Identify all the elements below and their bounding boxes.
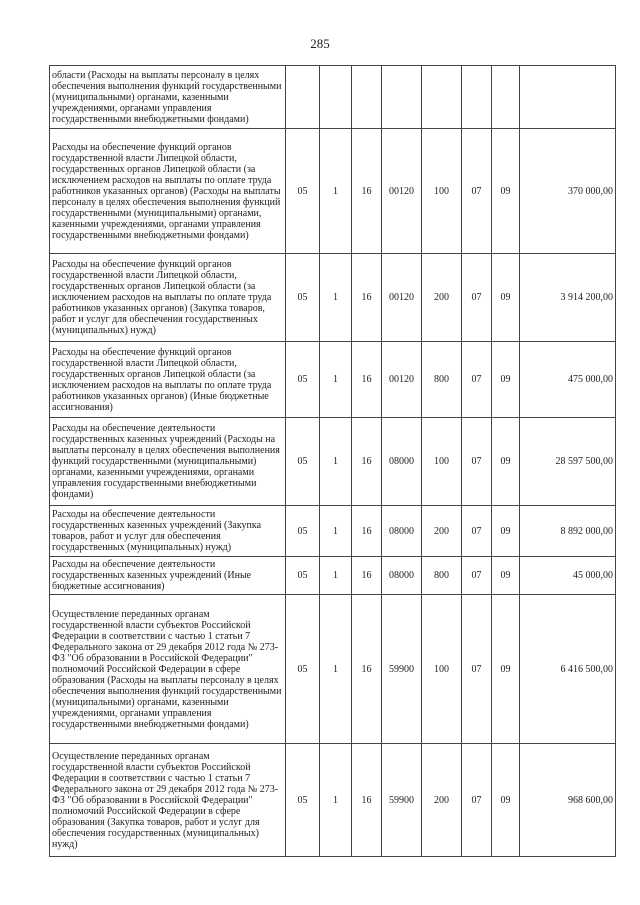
code-section: 07 (462, 506, 492, 557)
code-main-event: 16 (352, 342, 382, 418)
code-subprogram: 1 (320, 254, 352, 342)
code-subsection: 09 (492, 418, 520, 506)
row-amount: 3 914 200,00 (520, 254, 616, 342)
code-section (462, 66, 492, 129)
table-row (50, 342, 616, 418)
table-row (50, 129, 616, 254)
code-subsection: 09 (492, 129, 520, 254)
code-direction: 08000 (382, 506, 422, 557)
row-amount (520, 66, 616, 129)
row-description: области (Расходы на выплаты персоналу в целях обеспечения выполнения функций государственными (муниципальными) органами, казенными учреждениями, органами управления государственными внебюджетными фондами) (50, 66, 286, 129)
code-subsection: 09 (492, 557, 520, 595)
code-expense-type: 200 (422, 254, 462, 342)
code-section: 07 (462, 254, 492, 342)
table-row (50, 595, 616, 744)
code-program: 05 (286, 595, 320, 744)
code-subprogram: 1 (320, 557, 352, 595)
code-program: 05 (286, 744, 320, 857)
code-program: 05 (286, 506, 320, 557)
row-description: Расходы на обеспечение деятельности государственных казенных учреждений (Закупка товаров, работ и услуг для обеспечения государственных (муниципальных) нужд) (50, 506, 286, 557)
code-direction: 00120 (382, 254, 422, 342)
code-subsection: 09 (492, 744, 520, 857)
code-program (286, 66, 320, 129)
table-row (50, 557, 616, 595)
budget-table (49, 65, 616, 857)
code-expense-type: 800 (422, 557, 462, 595)
code-subsection (492, 66, 520, 129)
code-direction: 59900 (382, 744, 422, 857)
code-main-event: 16 (352, 129, 382, 254)
table-row (50, 66, 616, 129)
table-body (50, 66, 616, 857)
code-main-event: 16 (352, 595, 382, 744)
table-row (50, 254, 616, 342)
table-row (50, 744, 616, 857)
row-description: Расходы на обеспечение функций органов государственной власти Липецкой области, государственных органов Липецкой области (за исключением расходов на выплаты по оплате труда работников указанных органов) (Иные бюджетные ассигнования) (50, 342, 286, 418)
code-program: 05 (286, 418, 320, 506)
code-subsection: 09 (492, 254, 520, 342)
page-number: 285 (310, 36, 330, 51)
code-direction (382, 66, 422, 129)
table-row (50, 506, 616, 557)
code-program: 05 (286, 254, 320, 342)
code-direction: 08000 (382, 557, 422, 595)
code-program: 05 (286, 129, 320, 254)
code-section: 07 (462, 595, 492, 744)
code-program: 05 (286, 557, 320, 595)
code-main-event: 16 (352, 557, 382, 595)
code-program: 05 (286, 342, 320, 418)
code-main-event: 16 (352, 418, 382, 506)
row-description: Расходы на обеспечение деятельности государственных казенных учреждений (Расходы на выплаты персоналу в целях обеспечения выполнения функций государственными (муниципальными) органами, казенными учреждениями, органами управления государственными внебюджетными фондами) (50, 418, 286, 506)
table-row (50, 418, 616, 506)
code-main-event: 16 (352, 254, 382, 342)
row-description: Осуществление переданных органам государственной власти субъектов Российской Федерации в соответствии с частью 1 статьи 7 Федерального закона от 29 декабря 2012 года № 273-ФЗ "Об образовании в Российской Федерации" полномочий Российской Федерации в сфере образования (Расходы на выплаты персоналу в целях обеспечения выполнения функций государственными (муниципальными) органами, казенными учреждениями, органами управления государственными внебюджетными фондами) (50, 595, 286, 744)
code-direction: 08000 (382, 418, 422, 506)
code-subprogram: 1 (320, 506, 352, 557)
code-subprogram: 1 (320, 744, 352, 857)
row-amount: 370 000,00 (520, 129, 616, 254)
row-amount: 6 416 500,00 (520, 595, 616, 744)
code-section: 07 (462, 557, 492, 595)
code-subsection: 09 (492, 342, 520, 418)
code-expense-type: 100 (422, 418, 462, 506)
code-section: 07 (462, 129, 492, 254)
row-description: Осуществление переданных органам государственной власти субъектов Российской Федерации в соответствии с частью 1 статьи 7 Федерального закона от 29 декабря 2012 года № 273-ФЗ "Об образовании в Российской Федерации" полномочий Российской Федерации в сфере образования (Закупка товаров, работ и услуг для обеспечения государственных (муниципальных) нужд) (50, 744, 286, 857)
code-section: 07 (462, 418, 492, 506)
code-main-event: 16 (352, 744, 382, 857)
code-main-event: 16 (352, 506, 382, 557)
code-subprogram (320, 66, 352, 129)
code-subprogram: 1 (320, 418, 352, 506)
code-subprogram: 1 (320, 595, 352, 744)
code-direction: 00120 (382, 129, 422, 254)
row-description: Расходы на обеспечение функций органов государственной власти Липецкой области, государственных органов Липецкой области (за исключением расходов на выплаты по оплате труда работников указанных органов) (Расходы на выплаты персоналу в целях обеспечения выполнения функций государственными (муниципальными) органами, казенными учреждениями, органами управления государственными внебюджетными фондами) (50, 129, 286, 254)
code-subsection: 09 (492, 595, 520, 744)
code-expense-type: 200 (422, 744, 462, 857)
row-description: Расходы на обеспечение функций органов государственной власти Липецкой области, государственных органов Липецкой области (за исключением расходов на выплаты по оплате труда работников указанных органов) (Закупка товаров, работ и услуг для обеспечения государственных (муниципальных) нужд) (50, 254, 286, 342)
row-description: Расходы на обеспечение деятельности государственных казенных учреждений (Иные бюджетные ассигнования) (50, 557, 286, 595)
code-section: 07 (462, 744, 492, 857)
code-expense-type: 200 (422, 506, 462, 557)
code-section: 07 (462, 342, 492, 418)
code-expense-type: 800 (422, 342, 462, 418)
row-amount: 28 597 500,00 (520, 418, 616, 506)
code-expense-type: 100 (422, 129, 462, 254)
code-subprogram: 1 (320, 129, 352, 254)
row-amount: 968 600,00 (520, 744, 616, 857)
code-direction: 00120 (382, 342, 422, 418)
code-direction: 59900 (382, 595, 422, 744)
code-subsection: 09 (492, 506, 520, 557)
code-expense-type (422, 66, 462, 129)
row-amount: 8 892 000,00 (520, 506, 616, 557)
code-expense-type: 100 (422, 595, 462, 744)
row-amount: 475 000,00 (520, 342, 616, 418)
code-subprogram: 1 (320, 342, 352, 418)
code-main-event (352, 66, 382, 129)
row-amount: 45 000,00 (520, 557, 616, 595)
